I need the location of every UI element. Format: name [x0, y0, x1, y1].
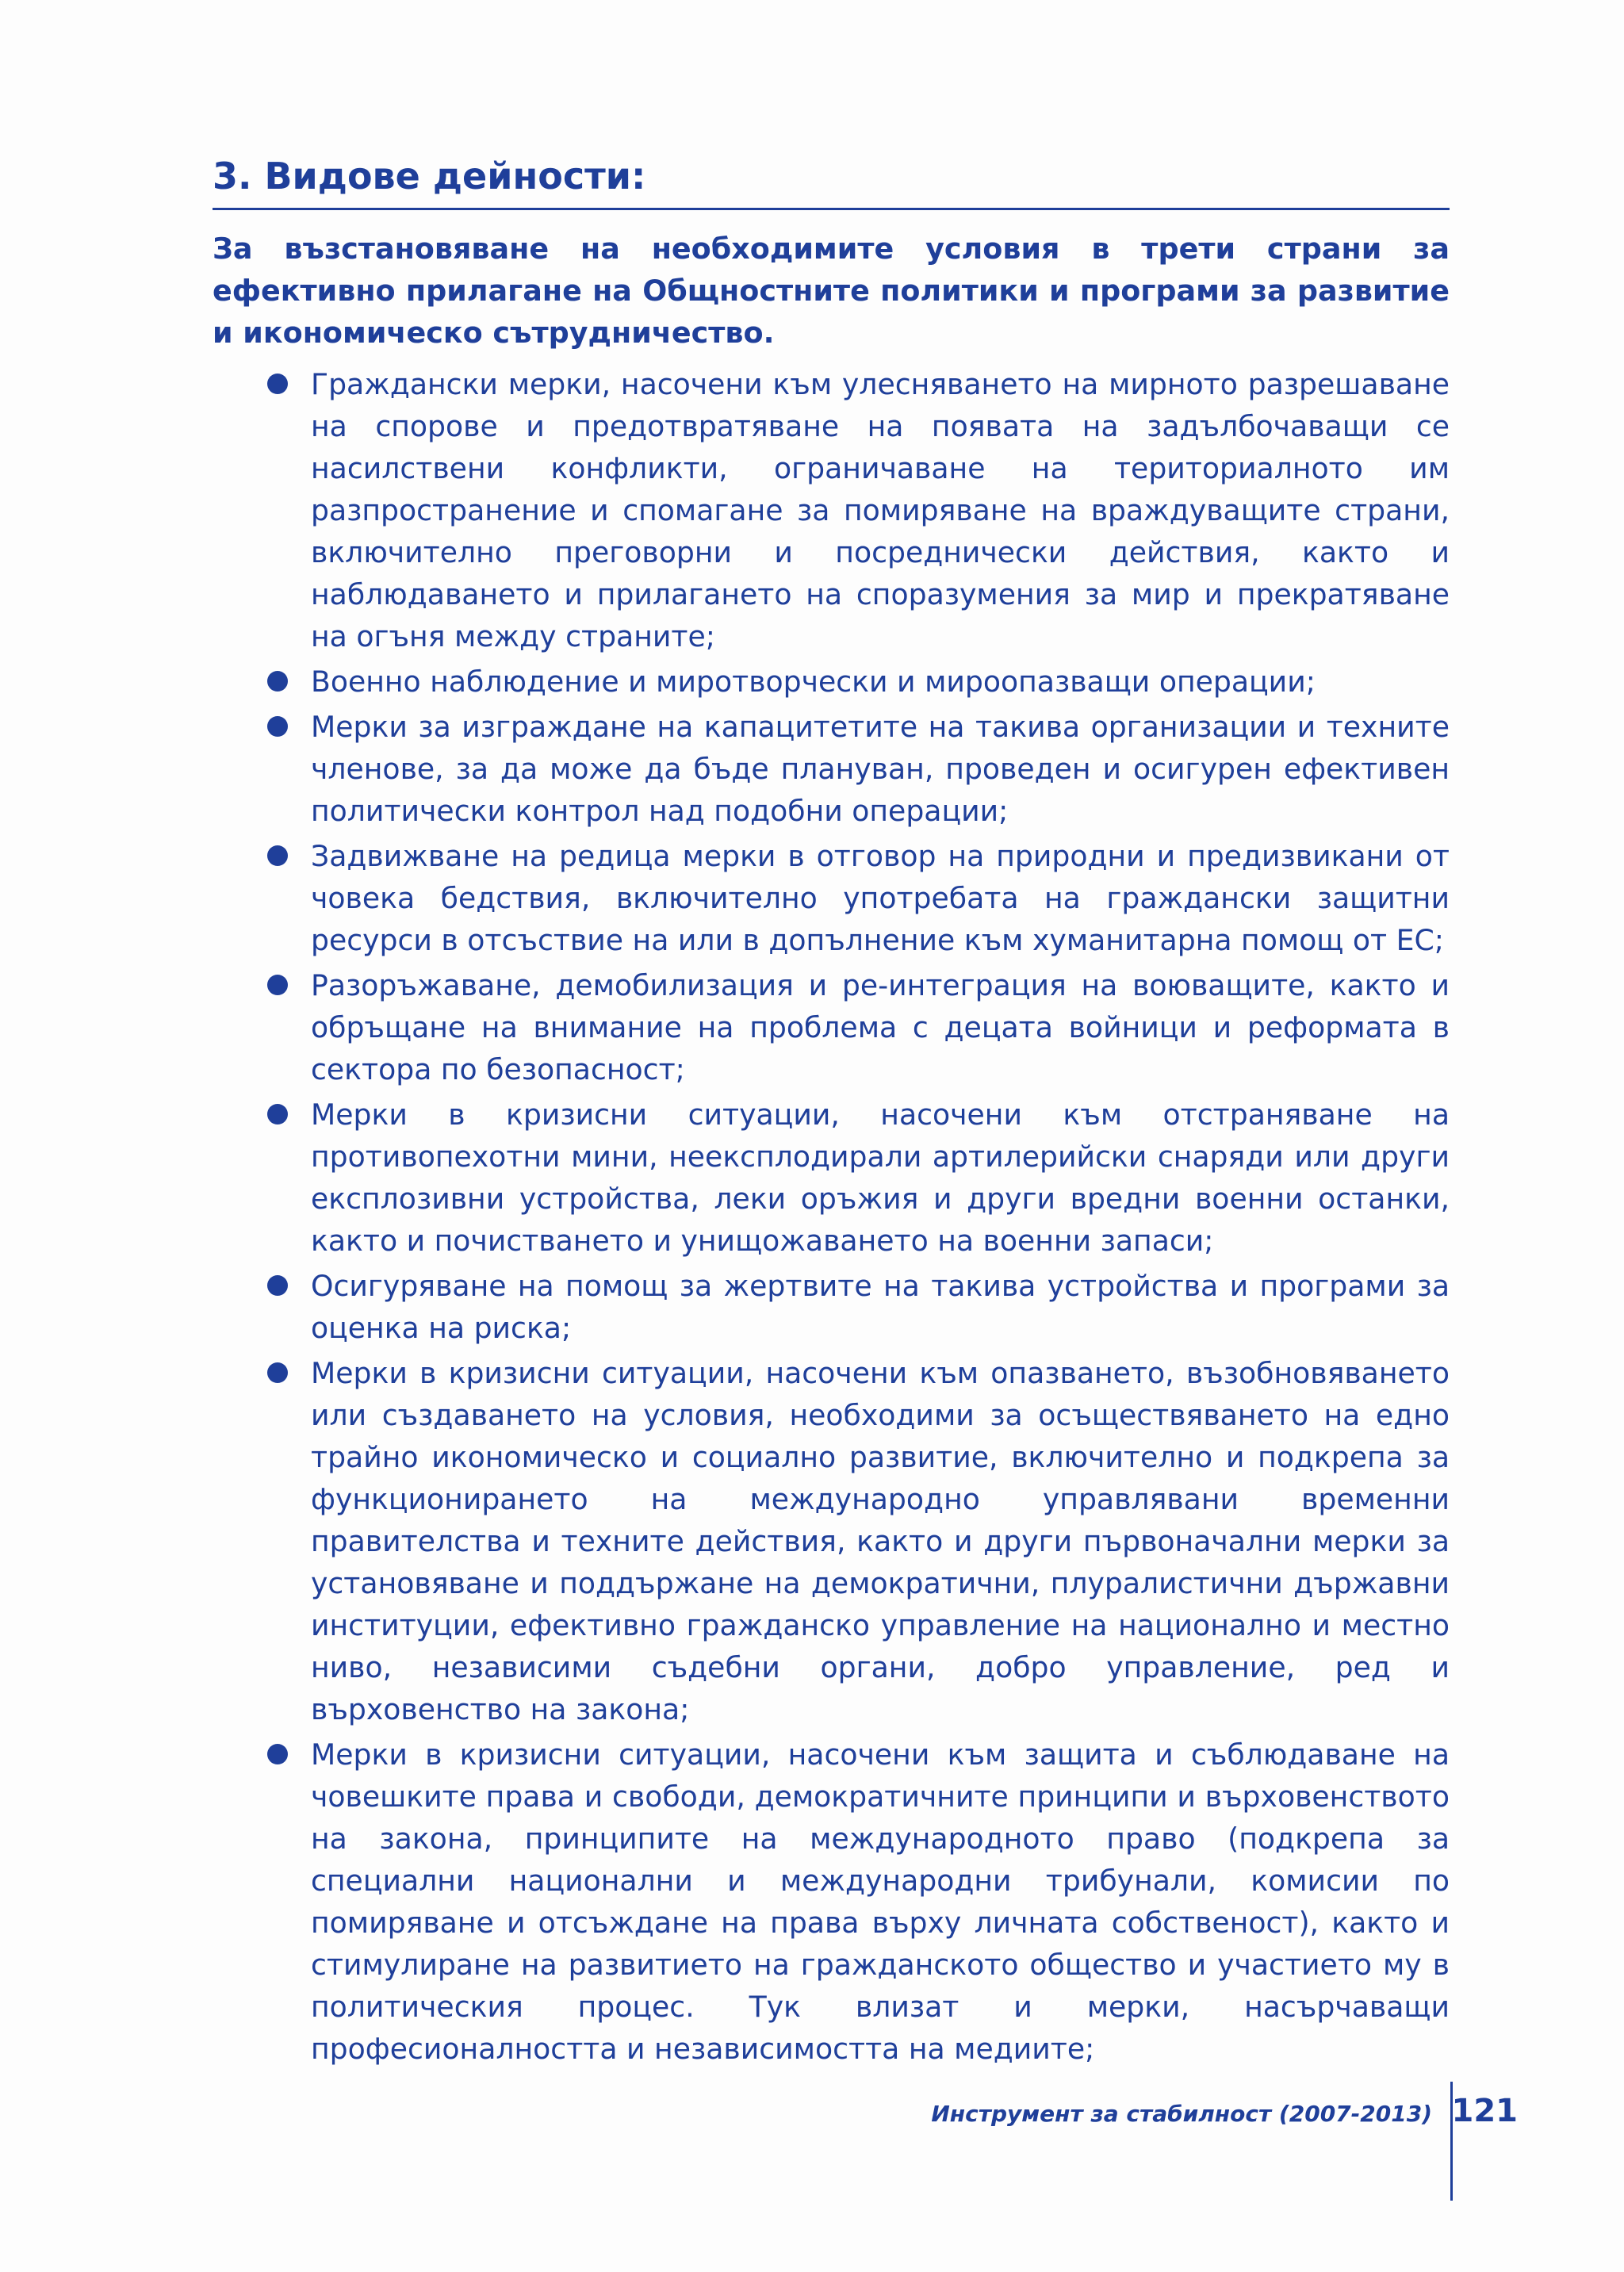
page-footer — [793, 2082, 1535, 2201]
list-item-text: Мерки в кризисни ситуации, насочени към защита и съблюдаване на човешките права и свободи, демократичните принципи и върховенството на закона, принципите на международното право (подкрепа за специални национални и международни трибунали, комисии по помиряване и отсъждане на права върху личната собственост), както и стимулиране на развитието на гражданското общество и участието му в политическия процес. Тук влизат и мерки, насърчаващи професионалността и независимостта на медиите; — [311, 1738, 1450, 2066]
list-item-text: Граждански мерки, насочени към улесняването на мирното разрешаване на спорове и предотвратяване на появата на задълбочаващи се насилствени конфликти, ограничаване на териториалното им разпространение и спомагане за помиряване на враждуващите страни, включително преговорни и посреднически действия, както и наблюдаването и прилагането на споразумения за мир и прекратяване на огъня между страните; — [311, 367, 1450, 653]
list-item-text: Мерки за изграждане на капацитетите на такива организации и техните членове, за да може да бъде плануван, проведен и осигурен ефективен политически контрол над подобни операции; — [311, 710, 1450, 828]
list-item — [311, 363, 1450, 657]
bullet-icon — [267, 1744, 288, 1764]
list-item — [311, 964, 1450, 1090]
bullet-icon — [267, 374, 288, 394]
bullet-icon — [267, 1362, 288, 1383]
list-item — [311, 706, 1450, 832]
bullet-icon — [267, 716, 288, 737]
list-item-text: Разоръжаване, демобилизация и ре-интеграция на воюващите, както и обръщане на внимание на проблема с децата войници и реформата в сектора по безопасност; — [311, 968, 1450, 1086]
page-number: 121 — [1451, 2093, 1518, 2129]
bullet-icon — [267, 975, 288, 995]
page-content — [213, 151, 1450, 2073]
bullet-icon — [267, 671, 288, 692]
list-item — [311, 1734, 1450, 2070]
list-item — [311, 1352, 1450, 1730]
section-heading: 3. Видове дейности: — [213, 151, 1450, 210]
list-item-text: Военно наблюдение и миротворчески и мироопазващи операции; — [311, 665, 1316, 699]
list-item-text: Мерки в кризисни ситуации, насочени към отстраняване на противопехотни мини, неексплодирали артилерийски снаряди или други експлозивни устройства, леки оръжия и други вредни военни останки, както и почистването и унищожаването на военни запаси; — [311, 1098, 1450, 1258]
list-item — [311, 1094, 1450, 1262]
activity-list — [213, 363, 1450, 2070]
bullet-icon — [267, 845, 288, 866]
list-item-text: Задвижване на редица мерки в отговор на природни и предизвикани от човека бедствия, включително употребата на граждански защитни ресурси в отсъствие на или в допълнение към хуманитарна помощ от ЕС; — [311, 839, 1450, 957]
list-item — [311, 661, 1450, 703]
list-item — [311, 1265, 1450, 1349]
footer-title: Инструмент за стабилност (2007-2013) — [931, 2101, 1432, 2127]
bullet-icon — [267, 1275, 288, 1296]
intro-paragraph: За възстановяване на необходимите условия в трети страни за ефективно прилагане на Общностните политики и програми за развитие и икономическо сътрудничество. — [213, 232, 1450, 350]
list-item-text: Осигуряване на помощ за жертвите на такива устройства и програми за оценка на риска; — [311, 1269, 1450, 1345]
list-item-text: Мерки в кризисни ситуации, насочени към опазването, възобновяването или създаването на условия, необходими за осъществяването на едно трайно икономическо и социално развитие, включително и подкрепа за функционирането на международно управлявани временни правителства и техните действия, както и други първоначални мерки за установяване и поддържане на демократични, плуралистични държавни институции, ефективно гражданско управление на национално и местно ниво, независими съдебни органи, добро управление, ред и върховенство на закона; — [311, 1356, 1450, 1726]
list-item — [311, 835, 1450, 961]
bullet-icon — [267, 1104, 288, 1125]
